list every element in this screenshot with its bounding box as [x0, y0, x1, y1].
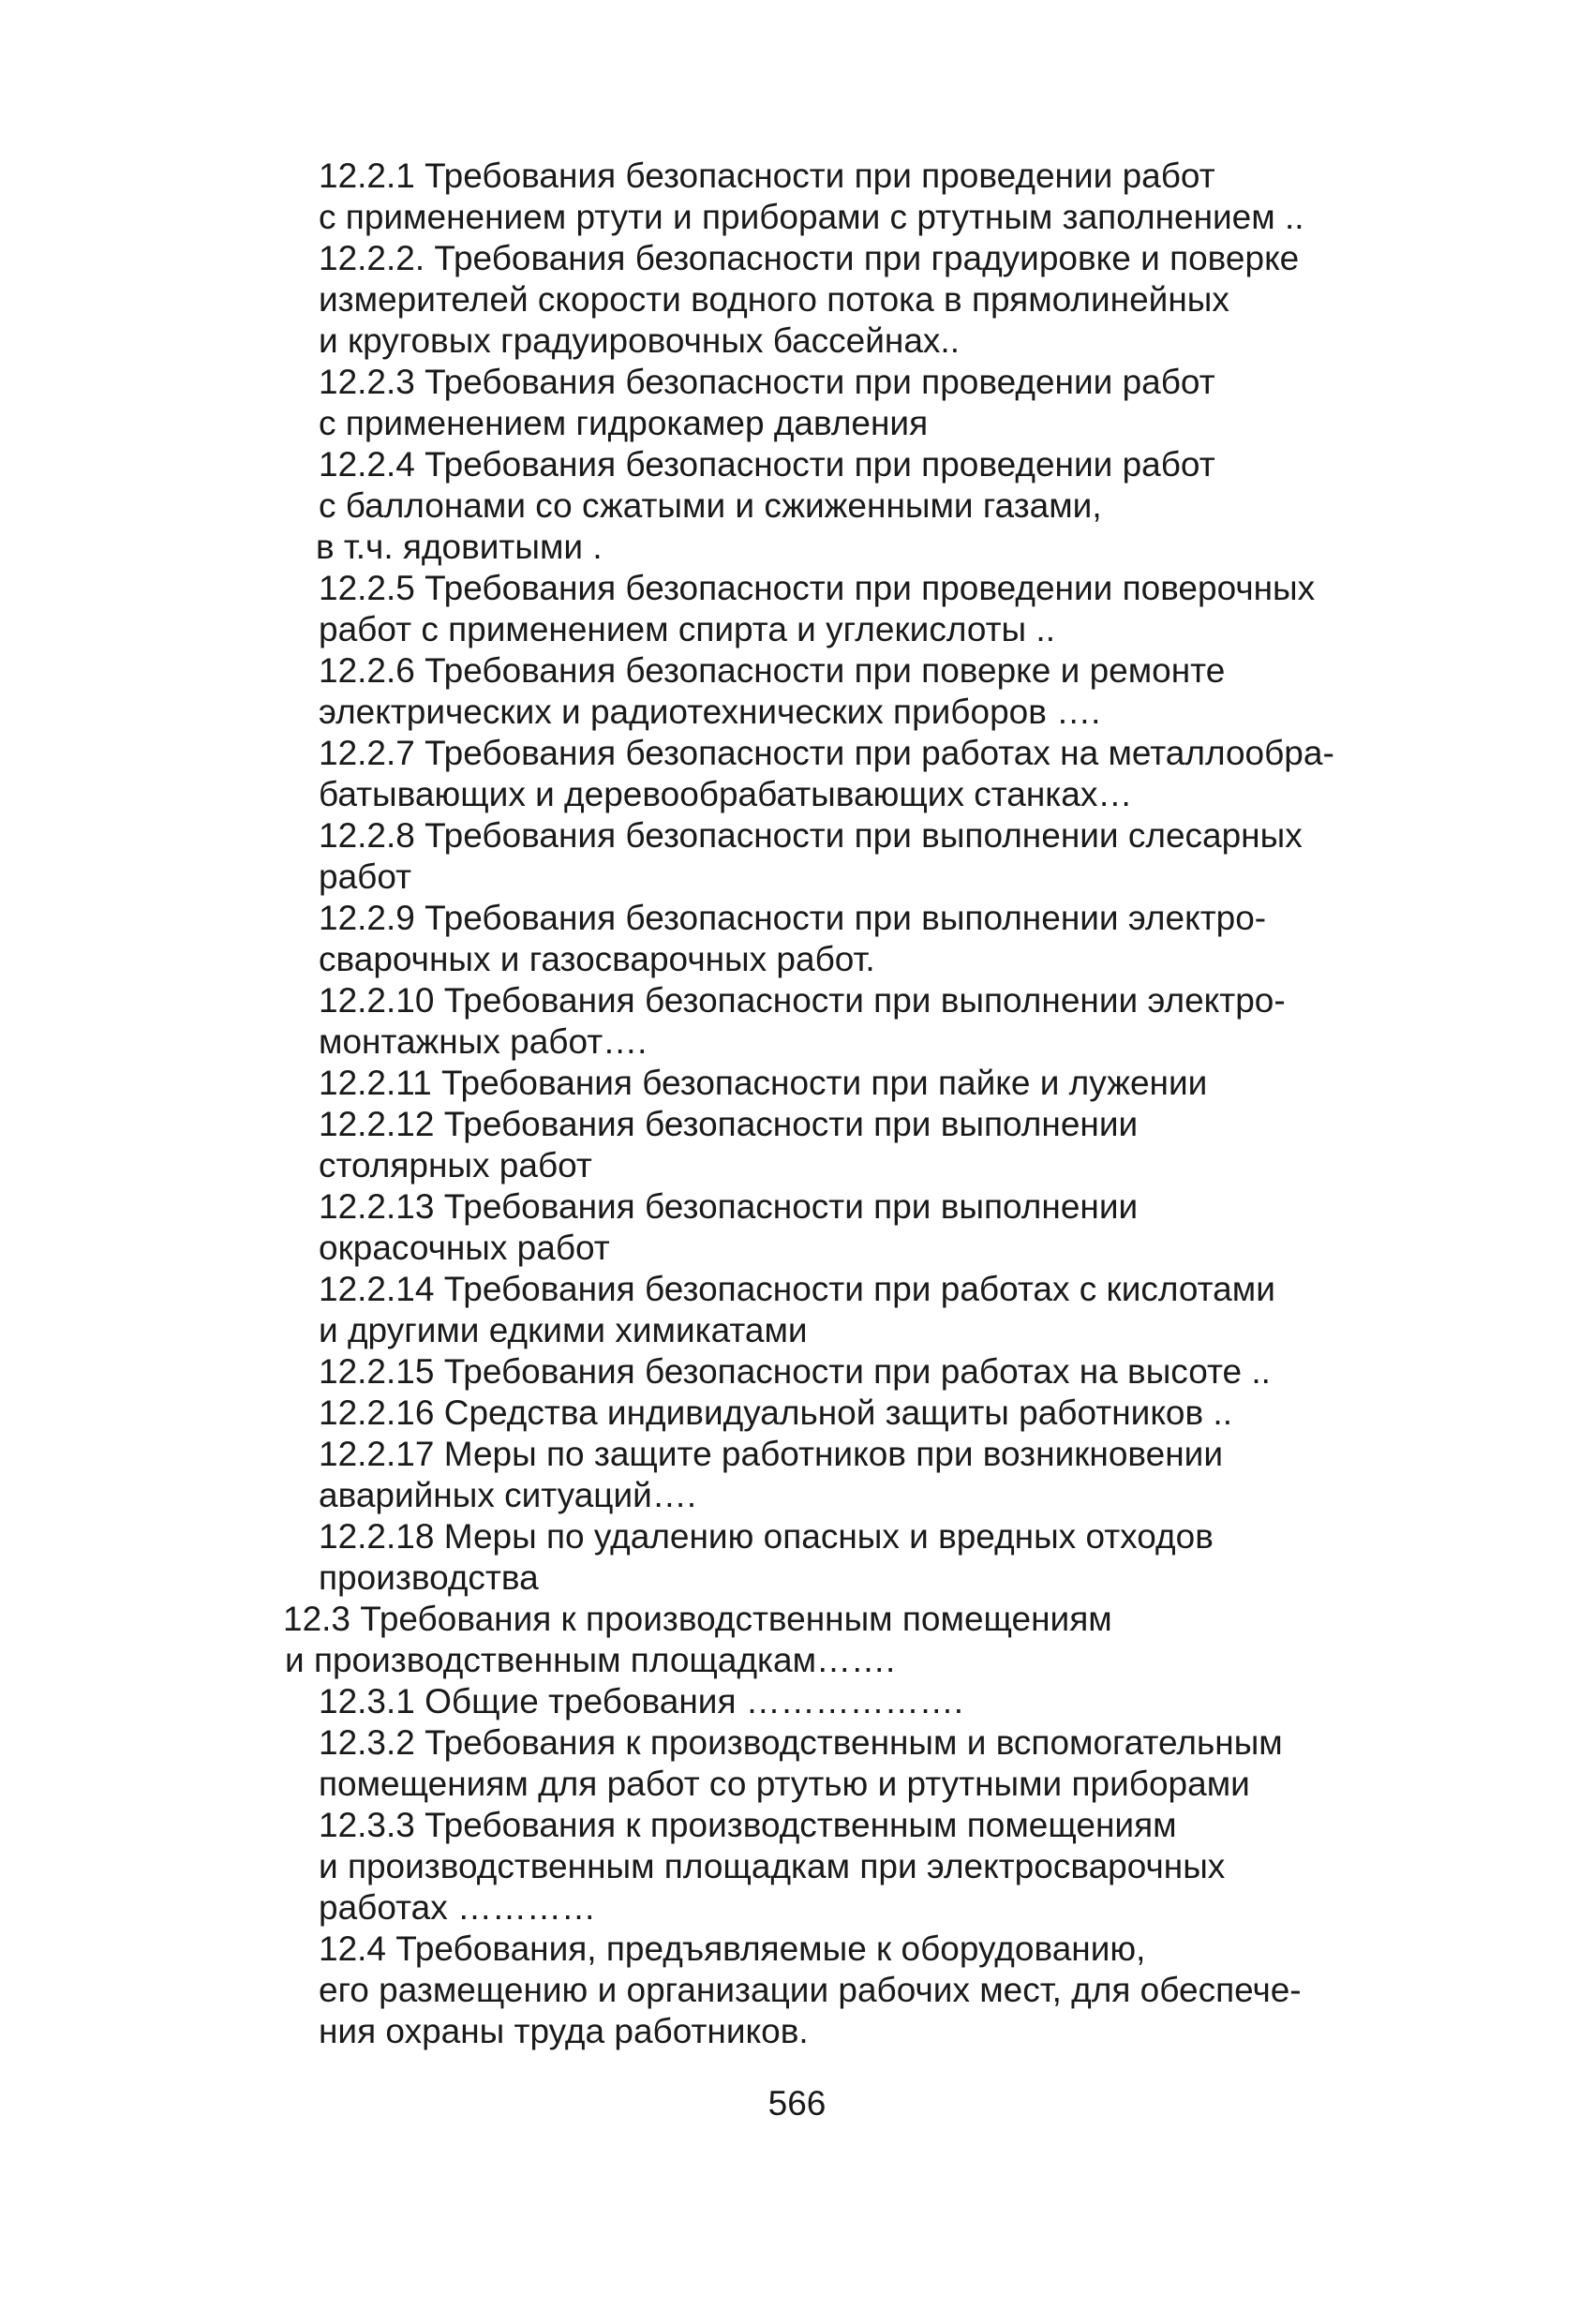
toc-line: 12.2.2. Требования безопасности при градуировке и поверке — [319, 239, 1300, 277]
toc-line: 12.2.15 Требования безопасности при работах на высоте .. — [319, 1352, 1271, 1391]
toc-line: ния охраны труда работников. — [319, 2012, 809, 2050]
toc-line: 12.2.12 Требования безопасности при выполнении — [319, 1105, 1139, 1143]
toc-line: и производственным площадкам……. — [285, 1641, 896, 1679]
toc-line: в т.ч. ядовитыми . — [316, 528, 603, 566]
toc-line: 12.3.2 Требования к производственным и вспомогательным — [319, 1723, 1283, 1762]
toc-line: монтажных работ…. — [319, 1022, 648, 1061]
toc-line: 12.2.13 Требования безопасности при выполнении — [319, 1187, 1139, 1226]
toc-line: работах ………… — [319, 1888, 596, 1927]
toc-line: сварочных и газосварочных работ. — [319, 940, 875, 978]
toc-line: 12.2.4 Требования безопасности при проведении работ — [319, 445, 1215, 484]
toc-line: 12.2.6 Требования безопасности при поверке и ремонте — [319, 651, 1226, 690]
toc-line: 12.2.17 Меры по защите работников при возникновении — [319, 1435, 1224, 1473]
toc-line: работ — [319, 857, 412, 896]
toc-line: и круговых градуировочных бассейнах.. — [319, 321, 960, 360]
toc-line: окрасочных работ — [319, 1229, 610, 1267]
toc-line: 12.2.1 Требования безопасности при проведении работ — [319, 156, 1215, 195]
toc-line: 12.2.14 Требования безопасности при работах с кислотами — [319, 1270, 1275, 1308]
toc-line: электрических и радиотехнических приборов …. — [319, 693, 1101, 731]
toc-line: с баллонами со сжатыми и сжиженными газами, — [319, 486, 1102, 525]
toc-line: 12.3.3 Требования к производственным помещениям — [319, 1806, 1177, 1844]
toc-line: его размещению и организации рабочих мест, для обеспече- — [319, 1971, 1302, 2009]
toc-line: 12.3 Требования к производственным помещениям — [283, 1600, 1112, 1638]
toc-line: производства — [319, 1558, 539, 1597]
toc-line: батывающих и деревообрабатывающих станках… — [319, 775, 1133, 813]
toc-line: 12.2.9 Требования безопасности при выполнении электро- — [319, 899, 1267, 937]
toc-line: 12.3.1 Общие требования ………………. — [319, 1682, 964, 1721]
page-number: 566 — [767, 2084, 827, 2123]
toc-line: 12.2.5 Требования безопасности при проведении поверочных — [319, 569, 1316, 607]
toc-line: с применением гидрокамер давления — [319, 404, 929, 442]
toc-line: 12.2.3 Требования безопасности при проведении работ — [319, 363, 1215, 401]
toc-line: работ с применением спирта и углекислоты .. — [319, 610, 1055, 648]
toc-line: 12.2.8 Требования безопасности при выполнении слесарных — [319, 816, 1303, 855]
toc-line: помещениям для работ со ртутью и ртутными приборами — [319, 1765, 1250, 1803]
toc-line: столярных работ — [319, 1146, 592, 1184]
toc-line: аварийных ситуаций…. — [319, 1476, 697, 1514]
toc-line: 12.2.10 Требования безопасности при выполнении электро- — [319, 981, 1286, 1020]
toc-line: и другими едкими химикатами — [319, 1311, 808, 1349]
toc-line: 12.2.7 Требования безопасности при работах на металлообра- — [319, 734, 1334, 772]
toc-line: 12.2.11 Требования безопасности при пайке и лужении — [319, 1064, 1208, 1102]
toc-line: 12.2.18 Меры по удалению опасных и вредных отходов — [319, 1517, 1214, 1556]
toc-line: и производственным площадкам при электросварочных — [319, 1847, 1226, 1885]
toc-line: с применением ртути и приборами с ртутным заполнением .. — [319, 198, 1304, 236]
toc-line: измерителей скорости водного потока в прямолинейных — [319, 280, 1229, 319]
toc-line: 12.2.16 Средства индивидуальной защиты работников .. — [319, 1393, 1232, 1432]
toc-line: 12.4 Требования, предъявляемые к оборудованию, — [319, 1929, 1146, 1968]
